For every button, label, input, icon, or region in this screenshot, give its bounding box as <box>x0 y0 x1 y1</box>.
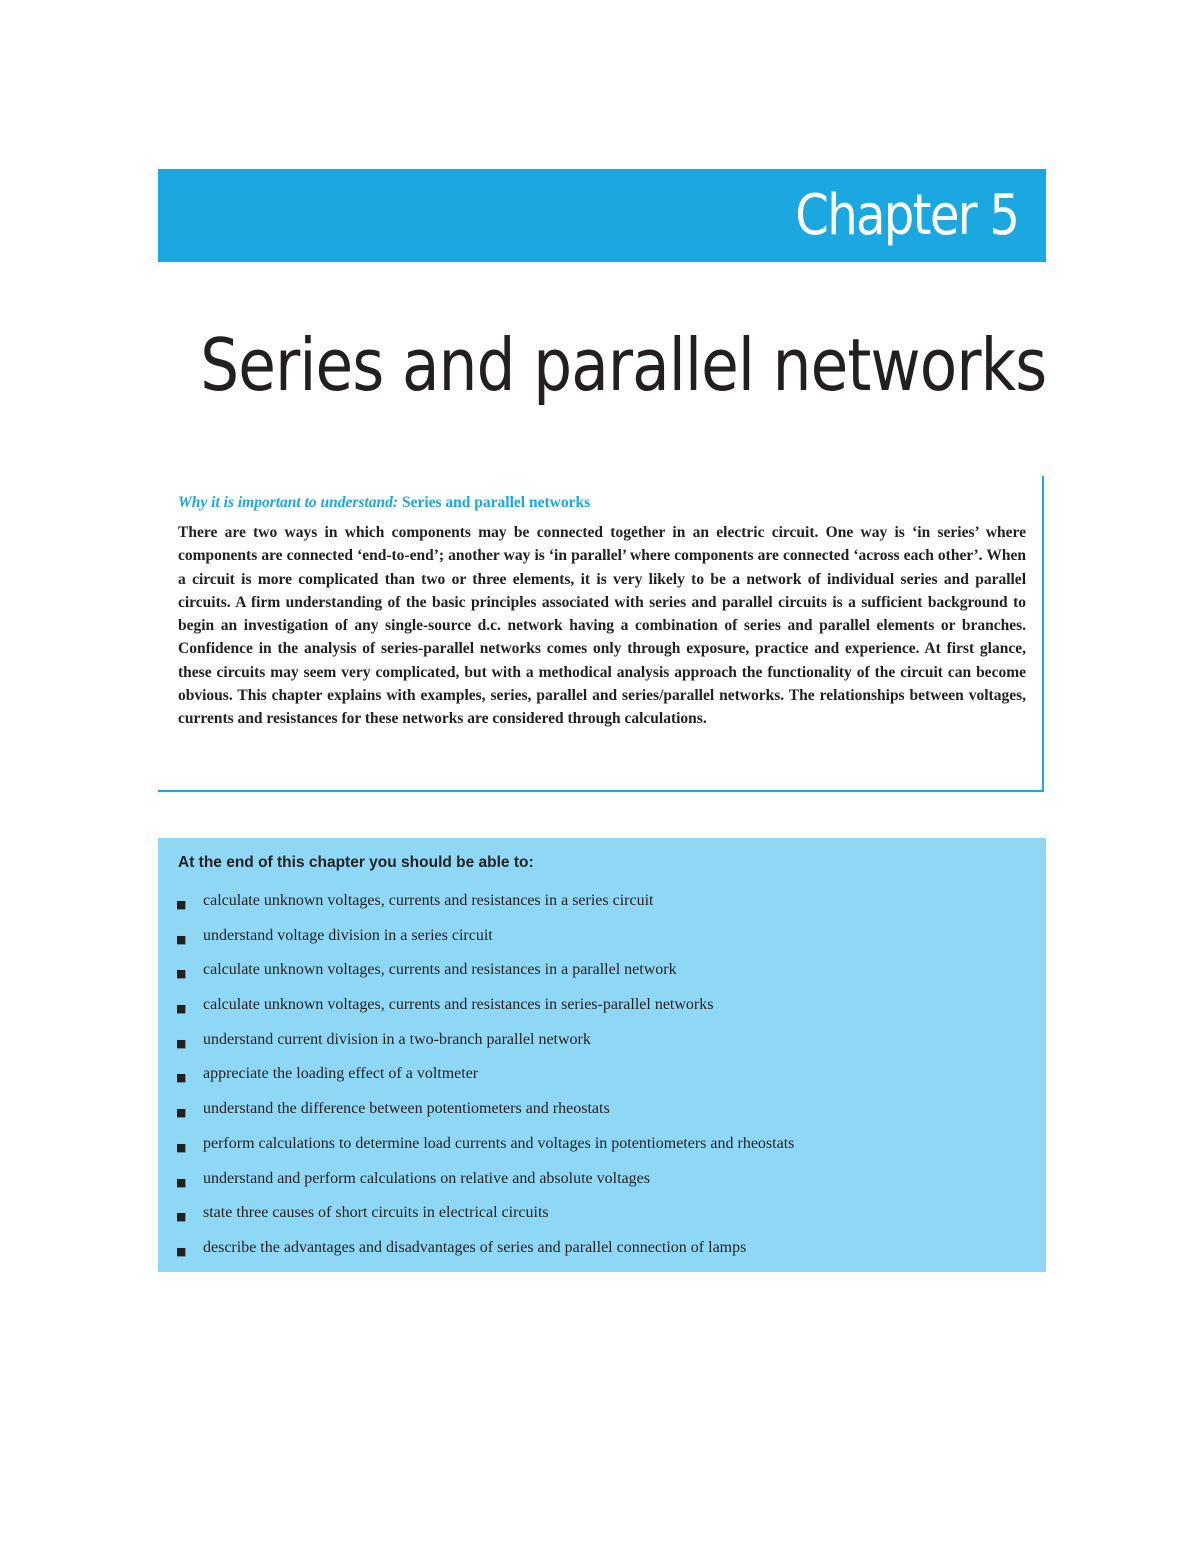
objective-text: understand voltage division in a series circuit <box>203 926 493 944</box>
square-bullet-icon: ■ <box>176 1071 187 1085</box>
why-important-heading-topic: Series and parallel networks <box>398 494 591 511</box>
square-bullet-icon: ■ <box>176 898 187 911</box>
why-important-heading-lead: Why it is important to understand: <box>178 494 399 511</box>
square-bullet-icon: ■ <box>176 1175 187 1189</box>
square-bullet-icon: ■ <box>176 1140 187 1154</box>
objective-text: calculate unknown voltages, currents and resistances in series-parallel networks <box>203 996 714 1014</box>
objective-text: understand and perform calculations on relative and absolute voltages <box>203 1169 650 1187</box>
square-bullet-icon: ■ <box>176 932 187 946</box>
objective-text: calculate unknown voltages, currents and resistances in a parallel network <box>203 961 677 979</box>
square-bullet-icon: ■ <box>176 967 187 981</box>
objective-text: describe the advantages and disadvantages of series and parallel connection of lamps <box>203 1238 747 1256</box>
objective-text: perform calculations to determine load currents and voltages in potentiometers and rheostats <box>203 1134 795 1152</box>
objective-text: state three causes of short circuits in electrical circuits <box>203 1204 549 1222</box>
square-bullet-icon: ■ <box>176 1244 187 1258</box>
learning-objectives-heading: At the end of this chapter you should be able to: <box>178 854 534 871</box>
chapter-label: Chapter 5 <box>794 183 1018 248</box>
square-bullet-icon: ■ <box>176 1002 187 1016</box>
chapter-banner <box>158 169 1046 262</box>
objective-text: appreciate the loading effect of a voltmeter <box>203 1065 479 1083</box>
why-important-body: There are two ways in which components may be connected together in an electric circuit. One way is ‘in series’ where components are connected ‘end-to-end’; another way is ‘in parallel’ where components are connected ‘across each other’. When a circuit is more complicated than two or three elements, it is very likely to be a network of individual series and parallel circuits. A firm understanding of the basic principles associated with series and parallel circuits is a sufficient background to begin an investigation of any single-source d.c. network having a combination of series and parallel elements or branches. Confidence in the analysis of series-parallel networks comes only through exposure, practice and experience. At first glance, these circuits may seem very complicated, but with a methodical analysis approach the functionality of the circuit can become obvious. This chapter explains with examples, series, parallel and series/parallel networks. The relationships between voltages, currents and resistances for these networks are considered through calculations. <box>178 524 1026 728</box>
square-bullet-icon: ■ <box>176 1036 187 1050</box>
learning-objectives-box <box>158 838 1046 1272</box>
chapter-title: Series and parallel networks <box>199 323 1046 407</box>
why-important-box <box>158 476 1044 792</box>
objective-text: calculate unknown voltages, currents and resistances in a series circuit <box>203 892 654 909</box>
objective-text: understand the difference between potentiometers and rheostats <box>203 1100 610 1118</box>
square-bullet-icon: ■ <box>176 1106 187 1120</box>
why-important-heading <box>178 494 590 512</box>
objective-text: understand current division in a two-branch parallel network <box>203 1030 591 1048</box>
square-bullet-icon: ■ <box>176 1210 187 1224</box>
